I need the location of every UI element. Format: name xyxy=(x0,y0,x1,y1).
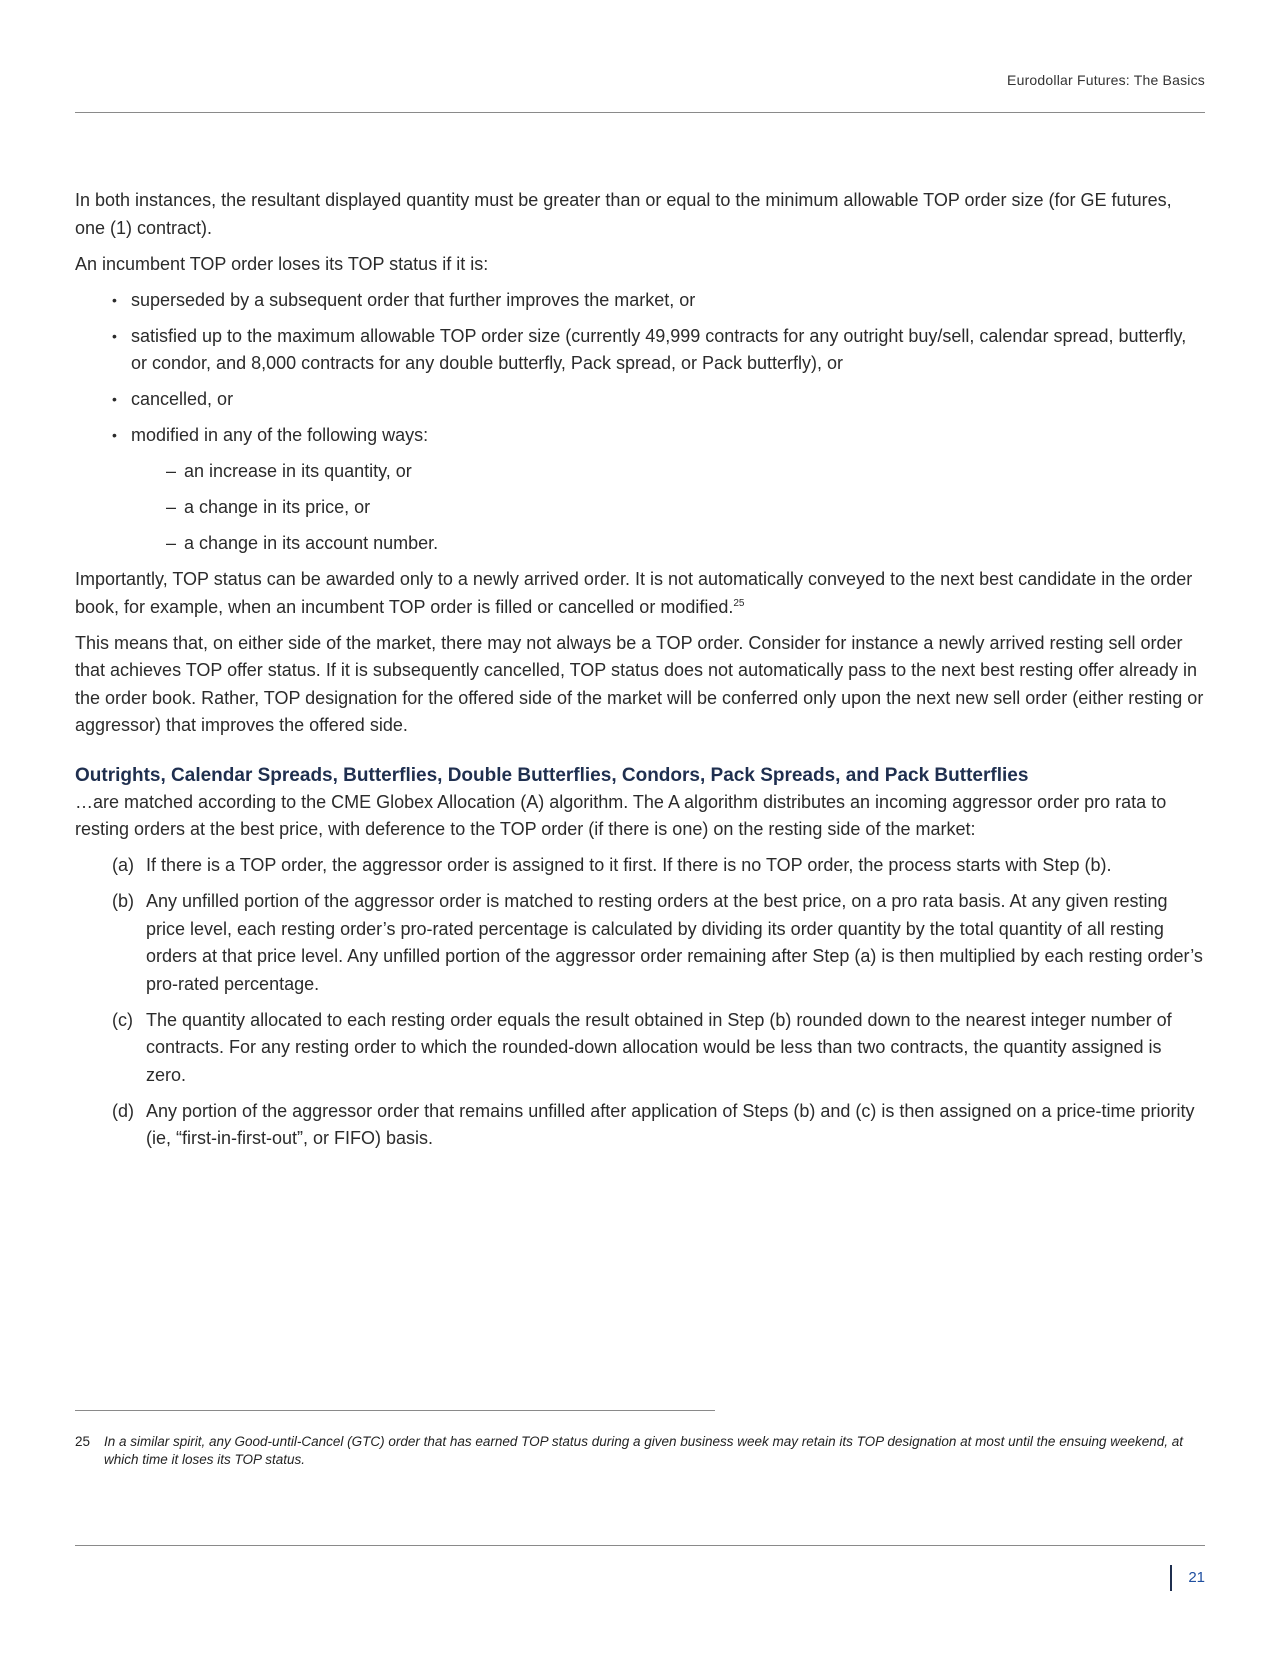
page-number-bar xyxy=(1170,1565,1172,1591)
step-item xyxy=(75,852,1205,880)
paragraph-4: This means that, on either side of the market, there may not always be a TOP order. Consider for instance a newly arrived resting sell order that achieves TOP offer status. If it is subsequently cancelled, TOP status does not automatically pass to the next best resting offer already in the order book. Rather, TOP designation for the offered side of the market will be conferred only upon the next new sell order (either resting or aggressor) that improves the offered side. xyxy=(75,632,1204,735)
footnote xyxy=(75,1433,1205,1469)
footnote-reference[interactable]: 25 xyxy=(733,597,745,609)
step-item xyxy=(75,1007,1205,1090)
step-label: (c) xyxy=(112,1009,133,1030)
sublist-item xyxy=(131,530,1205,558)
footnote-divider xyxy=(75,1410,715,1411)
sublist-item xyxy=(131,494,1205,522)
page-number-text: 21 xyxy=(1188,1569,1205,1586)
main-content xyxy=(75,187,1205,1161)
top-loss-conditions-list xyxy=(75,287,1205,558)
list-item xyxy=(75,323,1205,378)
list-item xyxy=(75,386,1205,414)
step-label: (b) xyxy=(112,891,134,911)
step-label: (a) xyxy=(112,855,134,875)
allocation-steps-list xyxy=(75,852,1205,1153)
paragraph-3 xyxy=(75,566,1205,621)
list-item-text: satisfied up to the maximum allowable TOP order size (currently 49,999 contracts for any outright buy/sell, calendar spread, butterfly, or condor, and 8,000 contracts for any double butterfly, Pack spread, or Pack butterfly), or xyxy=(131,325,1187,373)
sublist-item-text: a change in its price, or xyxy=(184,497,371,517)
header-divider xyxy=(75,112,1205,113)
sublist-item-text: a change in its account number. xyxy=(184,533,439,553)
footer-divider xyxy=(75,1545,1205,1546)
sublist-item-text: an increase in its quantity, or xyxy=(184,461,412,481)
step-text: Any portion of the aggressor order that remains unfilled after application of Steps (b) and (c) is then assigned on a price-time priority (ie, “first-in-first-out”, or FIFO) basis. xyxy=(146,1100,1195,1148)
paragraph-1: In both instances, the resultant displayed quantity must be greater than or equal to the minimum allowable TOP order size (for GE futures, one (1) contract). xyxy=(75,190,1172,238)
bullet-marker: • xyxy=(112,427,117,443)
step-item xyxy=(75,888,1205,998)
dash-marker: – xyxy=(166,533,177,553)
paragraph-2: An incumbent TOP order loses its TOP status if it is: xyxy=(75,253,489,274)
list-item-text: superseded by a subsequent order that further improves the market, or xyxy=(131,289,696,310)
footnote-text: In a similar spirit, any Good-until-Cancel (GTC) order that has earned TOP status during a given business week may retain its TOP designation at most until the ensuing weekend, at which time it loses its TOP status. xyxy=(104,1434,1184,1467)
footnote-number: 25 xyxy=(75,1434,91,1449)
modification-sublist xyxy=(131,458,1205,558)
running-header: Eurodollar Futures: The Basics xyxy=(1007,72,1205,88)
bullet-marker: • xyxy=(112,327,117,344)
step-text: If there is a TOP order, the aggressor order is assigned to it first. If there is no TOP order, the process starts with Step (b). xyxy=(146,855,1112,875)
bullet-marker: • xyxy=(112,391,117,407)
list-item-text: cancelled, or xyxy=(131,389,234,409)
step-text: Any unfilled portion of the aggressor order is matched to resting orders at the best price, on a pro rata basis. At any given resting price level, each resting order’s pro-rated percentage is calculated by dividing its order quantity by the total quantity of all resting orders at that price level. Any unfilled portion of the aggressor order remaining after Step (a) is then multiplied by each resting order’s pro-rated percentage. xyxy=(146,891,1203,994)
bullet-marker: • xyxy=(112,291,117,308)
dash-marker: – xyxy=(166,497,177,517)
paragraph-3-text: Importantly, TOP status can be awarded only to a newly arrived order. It is not automatically conveyed to the next best candidate in the order book, for example, when an incumbent TOP order is filled or cancelled or modified. xyxy=(75,569,1193,617)
step-item xyxy=(75,1098,1205,1153)
section-heading: Outrights, Calendar Spreads, Butterflies, Double Butterflies, Condors, Pack Spreads, and Pack Butterflies xyxy=(75,764,1029,786)
page-number xyxy=(1188,1565,1205,1591)
list-item xyxy=(75,422,1205,558)
list-item-text: modified in any of the following ways: xyxy=(131,425,429,445)
sublist-item xyxy=(131,458,1205,486)
list-item xyxy=(75,287,1205,315)
step-text: The quantity allocated to each resting order equals the result obtained in Step (b) rounded down to the nearest integer number of contracts. For any resting order to which the rounded-down allocation would be less than two contracts, the quantity assigned is zero. xyxy=(146,1009,1172,1085)
step-label: (d) xyxy=(112,1100,134,1121)
paragraph-5: …are matched according to the CME Globex Allocation (A) algorithm. The A algorithm distributes an incoming aggressor order pro rata to resting orders at the best price, with deference to the TOP order (if there is one) on the resting side of the market: xyxy=(75,791,1167,839)
dash-marker: – xyxy=(166,461,177,481)
